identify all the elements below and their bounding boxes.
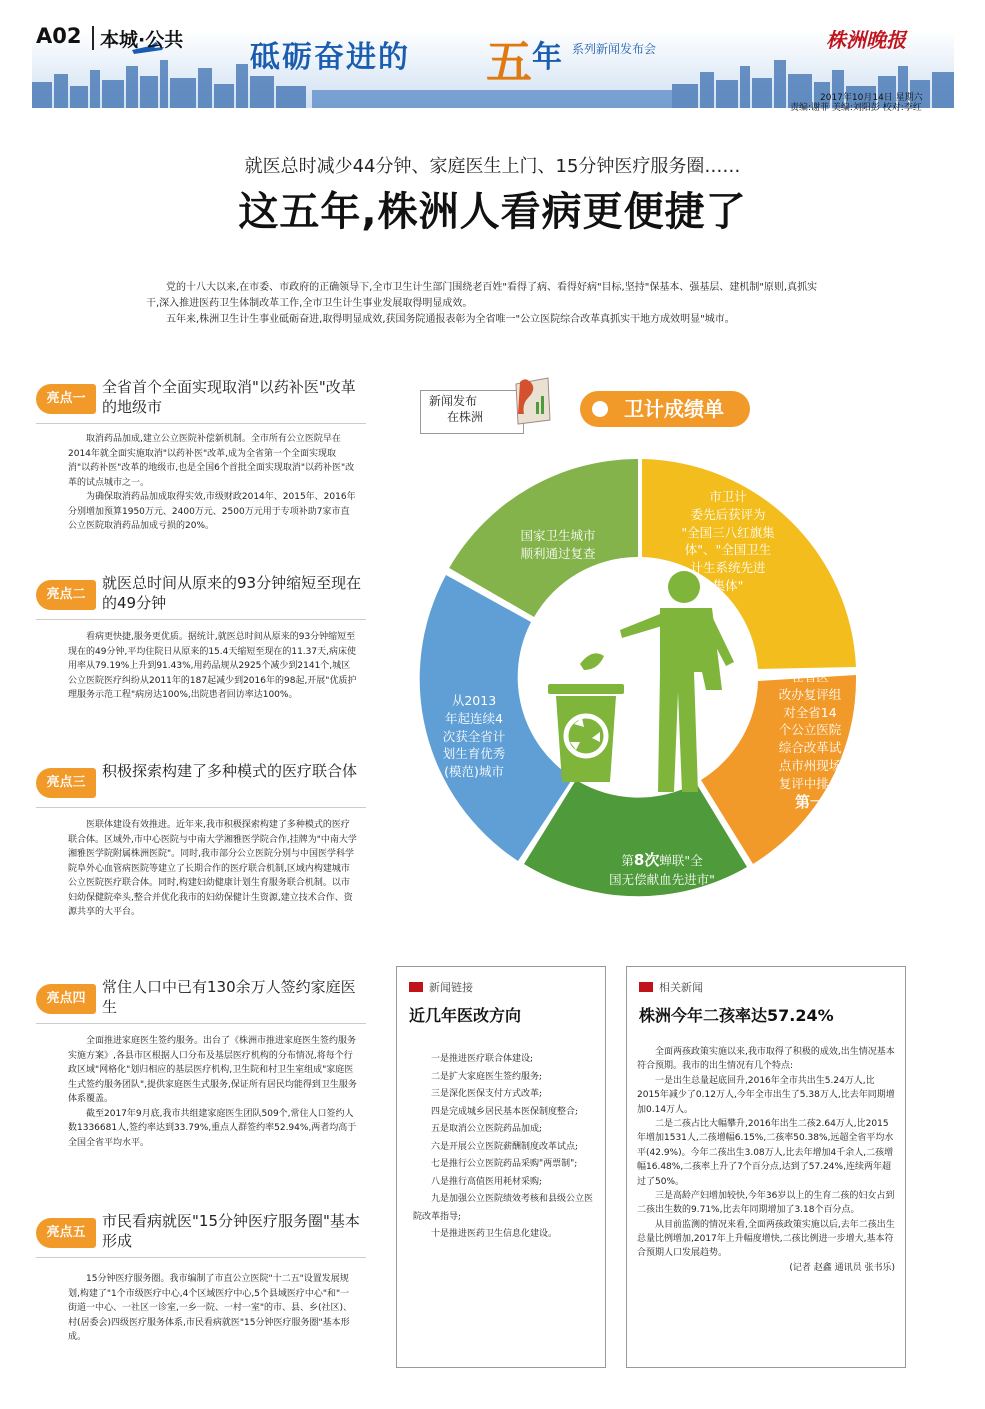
segment-1-text bbox=[488, 527, 628, 563]
highlight-2-body bbox=[68, 630, 358, 703]
body-paragraph: 三是高龄产妇增加较快,今年36岁以上的生育二孩的妇女占到二孩出生数的9.71%,比去年同期增加了3.18个百分点。 bbox=[637, 1190, 895, 1216]
report-document-icon bbox=[510, 374, 554, 426]
list-item: 七是推行公立医院药品采购"两票制"; bbox=[431, 1159, 578, 1170]
list-item: 三是深化医保支付方式改革; bbox=[431, 1089, 543, 1100]
body-paragraph: 医联体建设有效推进。近年来,我市积极探索构建了多种模式的医疗联合体。区域外,市中心医院与中南大学湘雅医学院合作,挂牌为"中南大学湘雅医学院附属株洲医院"。同时,我市部分公立医院分别与中国医学科学院阜外心血管病医院等建立了长期合作的医疗联合机制,区域内构建城市公立医院医疗联合体。同时,构建妇幼健康计划生育服务联合机制。以市妇幼保健院牵头,整合并优化我市的妇幼保健计生资源,建立技术合作、资源共享的大平台。 bbox=[68, 820, 357, 918]
related-news-box bbox=[626, 966, 906, 1368]
segment-text-line: 从2013 bbox=[451, 693, 497, 708]
segment-text-part: 蝉联"全 bbox=[659, 853, 703, 868]
achievements-infographic bbox=[398, 372, 978, 932]
segment-text-line: "全国三八红旗集 bbox=[681, 524, 775, 540]
header-separator bbox=[92, 26, 94, 50]
editor-credits: 责编:谢菲 美编:刘阳彭 校对:李红 bbox=[790, 103, 922, 113]
segment-text-line: 改办复评组 bbox=[778, 686, 842, 702]
recycle-bin-icon bbox=[548, 653, 624, 782]
highlight-1-header bbox=[36, 378, 366, 424]
list-item: 十是推进医药卫生信息化建设。 bbox=[431, 1229, 558, 1240]
body-paragraph: 全面两孩政策实施以来,我市取得了积极的成效,出生情况基本符合预期。我市的出生情况有几个特点: bbox=[637, 1047, 895, 1072]
divider bbox=[36, 807, 366, 808]
body-paragraph: 二是二孩占比大幅攀升,2016年出生二孩2.64万人,比2015年增加1531人,二孩增幅6.15%,二孩率50.38%,远超全省平均水平(42.9%)。今年二孩出生3.08万人,比去年增加4千余人,二孩增幅16.48%,二孩率上升了7个百分点,达到了57.24%,连续两年超过了50%。 bbox=[637, 1118, 894, 1187]
highlight-badge: 亮点一 bbox=[36, 384, 96, 414]
segment-4-text bbox=[572, 850, 752, 889]
highlight-4-body bbox=[68, 1034, 358, 1151]
highlight-5-header bbox=[36, 1212, 366, 1258]
list-item: 五是取消公立医院药品加成; bbox=[431, 1124, 543, 1135]
segment-text-line: 综合改革试 bbox=[778, 740, 842, 755]
highlight-3-header bbox=[36, 762, 366, 808]
scoreboard-title: 卫计成绩单 bbox=[580, 391, 750, 427]
segment-text-line: 国家卫生城市 bbox=[520, 528, 596, 543]
news-link-tag: 新闻链接 bbox=[409, 979, 473, 995]
segment-text-line: 第一 bbox=[794, 793, 825, 812]
reform-directions-list bbox=[413, 1051, 593, 1244]
highlight-1-body bbox=[68, 432, 358, 534]
segment-text-line: 集体" bbox=[712, 577, 744, 593]
banner-title-year: 年 bbox=[532, 40, 562, 75]
news-tag-line: 新闻发布 bbox=[429, 394, 478, 408]
article-intro bbox=[146, 280, 822, 328]
segment-text-line: 体"、"全国卫生 bbox=[684, 542, 772, 558]
highlight-badge: 亮点二 bbox=[36, 580, 96, 610]
highlight-2-header bbox=[36, 574, 366, 620]
divider bbox=[36, 1023, 366, 1024]
body-paragraph: 取消药品加成,建立公立医院补偿新机制。全市所有公立医院早在2014年就全面实施取消"以药补医"改革,成为全省第一个全面实现取消"以药补医"改革的地级市,也是全国6个首批全面实现取消"以药补医"改革的试点城市之一。 bbox=[68, 434, 355, 488]
highlight-3-body bbox=[68, 818, 358, 920]
intro-paragraph: 党的十八大以来,在市委、市政府的正确领导下,全市卫生计生部门围绕老百姓"看得了病、看得好病"目标,坚持"保基本、强基层、建机制"原则,真抓实干,深入推进医药卫生体制改革工作,全市卫生计生事业发展取得明显成效。 bbox=[146, 282, 818, 309]
news-tag-line: 在株洲 bbox=[447, 409, 484, 424]
segment-text-line: 市卫计 bbox=[709, 489, 747, 504]
ring-chart-graphic bbox=[398, 372, 978, 932]
highlight-5-body bbox=[68, 1272, 358, 1345]
body-paragraph: 截至2017年9月底,我市共组建家庭医生团队509个,常住人口签约人数1336681人,签约率达到33.79%,重点人群签约率52.94%,两者均高于全国全省平均水平。 bbox=[68, 1108, 357, 1149]
article-subheadline: 就医总时减少44分钟、家庭医生上门、15分钟医疗服务圈…… bbox=[244, 156, 741, 177]
title-bullet-icon bbox=[592, 401, 608, 417]
highlight-title: 常住人口中已有130余万人签约家庭医生 bbox=[102, 978, 356, 1016]
banner-five-character: 五 bbox=[486, 35, 532, 89]
segment-2-text bbox=[648, 488, 808, 595]
related-news-title: 株洲今年二孩率达57.24% bbox=[639, 1006, 834, 1025]
body-paragraph: 一是出生总量起底回升,2016年全市共出生5.24万人,比2015年减少了0.12万人,今年全市出生了5.38万人,比去年同期增加0.14万人。 bbox=[637, 1075, 895, 1115]
body-paragraph: 全面推进家庭医生签约服务。出台了《株洲市推进家庭医生签约服务实施方案》,各县市区根据人口分布及基层医疗机构的分布情况,将每个行政区域"网格化"划归相应的基层医疗机构,卫生院和村卫生室组成"家庭医生式签约服务团队",提供家庭医生式服务,保证所有居民均能得到卫生服务体系覆盖。 bbox=[68, 1036, 357, 1105]
list-item: 一是推进医疗联合体建设; bbox=[431, 1054, 534, 1064]
highlight-badge: 亮点四 bbox=[36, 984, 96, 1014]
highlight-badge: 亮点五 bbox=[36, 1218, 96, 1248]
segment-text-line: 顺利通过复查 bbox=[520, 545, 596, 561]
list-item: 六是开展公立医院薪酬制度改革试点; bbox=[431, 1141, 579, 1152]
news-release-tag bbox=[420, 390, 524, 434]
segment-text-line: 国无偿献血先进市" bbox=[609, 872, 715, 888]
segment-text-part: 第 bbox=[621, 853, 634, 868]
newspaper-logo: 株洲晚报 bbox=[826, 28, 906, 52]
highlight-badge: 亮点三 bbox=[36, 768, 96, 798]
list-item: 二是扩大家庭医生签约服务; bbox=[431, 1071, 543, 1082]
list-item: 四是完成城乡居民基本医保制度整合; bbox=[431, 1106, 579, 1117]
segment-text-line: 点市州现场 bbox=[778, 757, 842, 773]
divider bbox=[36, 619, 366, 620]
segment-text-line: (模范)城市 bbox=[444, 764, 504, 779]
segment-text-line: 计生系统先进 bbox=[690, 560, 766, 575]
segment-text-line: 次获全省计 bbox=[442, 728, 506, 744]
segment-text-line: 在省医 bbox=[791, 669, 829, 684]
byline: (记者 赵鑫 通讯员 张书乐) bbox=[789, 1262, 895, 1273]
news-link-title: 近几年医改方向 bbox=[409, 1006, 522, 1025]
list-item: 八是推行高值医用耗材采购; bbox=[431, 1176, 543, 1187]
highlight-title: 积极探索构建了多种模式的医疗联合体 bbox=[102, 762, 358, 780]
article-headline: 这五年,株洲人看病更便捷了 bbox=[238, 189, 747, 235]
issue-date: 2017年10月14日 星期六 bbox=[820, 93, 923, 103]
highlight-title: 就医总时间从原来的93分钟缩短至现在的49分钟 bbox=[102, 574, 362, 612]
segment-text-line: 个公立医院 bbox=[778, 722, 842, 738]
news-link-box bbox=[396, 966, 606, 1368]
body-paragraph: 15分钟医疗服务圈。我市编制了市直公立医院"十二五"设置发展规划,构建了"1个市级医疗中心,4个区域医疗中心,5个县域医疗中心"和"一街道一中心、一社区一诊室,一乡一院、一村一室"的市、县、乡(社区)、村(居委会)四级医疗服务体系,市民看病就医"15分钟医疗服务圈"基本形成。 bbox=[68, 1274, 353, 1343]
segment-3-text bbox=[740, 668, 880, 814]
body-paragraph: 从目前监测的情况来看,全面两孩政策实施以后,去年二孩出生总量比例增加,2017年上升幅度增快,二孩比例进一步增大,基本符合预期人口发展趋势。 bbox=[637, 1219, 895, 1259]
list-item: 九是加强公立医院绩效考核和县级公立医院改革指导; bbox=[413, 1194, 594, 1222]
segment-5-text bbox=[414, 692, 534, 781]
body-paragraph: 看病更快捷,服务更优质。据统计,就医总时间从原来的93分钟缩短至现在的49分钟,平均住院日从原来的15.4天缩短至现在的11.37天,病床使用率从79.19%上升到91.43%,用药品规从2925个减少到2141个,城区公立医院医疗纠纷从2011年的187起减少到2016年的98起,开展"优质护理服务示范工程"病房达100%,出院患者回访率达100%。 bbox=[68, 632, 357, 701]
segment-text-line: 年起连续4 bbox=[445, 710, 503, 726]
highlight-4-header bbox=[36, 978, 366, 1024]
body-paragraph: 为确保取消药品加成取得实效,市级财政2014年、2015年、2016年分别增加预算1950万元、2400万元、2500万元用于专项补助7家市直公立医院取消药品加成亏损的20%。 bbox=[68, 492, 356, 532]
segment-text-line: 复评中排名 bbox=[778, 775, 842, 791]
divider bbox=[36, 1257, 366, 1258]
related-news-tag: 相关新闻 bbox=[639, 979, 703, 995]
person-figure-icon bbox=[620, 571, 734, 792]
segment-text-line: 委先后获评为 bbox=[690, 506, 766, 522]
intro-paragraph: 五年来,株洲卫生计生事业砥砺奋进,取得明显成效,获国务院通报表彰为全省唯一"公立医院综合改革真抓实干地方成效明显"城市。 bbox=[166, 314, 735, 325]
related-news-body bbox=[637, 1045, 895, 1275]
banner-title: 砥砺奋进的 bbox=[250, 40, 410, 75]
segment-text-line: 划生育优秀 bbox=[442, 746, 506, 762]
divider bbox=[36, 423, 366, 424]
segment-text-line bbox=[572, 850, 752, 871]
highlight-title: 全省首个全面实现取消"以药补医"改革的地级市 bbox=[102, 378, 356, 416]
page-section-name: 本城·公共 bbox=[100, 29, 184, 51]
segment-text-line: 对全省14 bbox=[783, 704, 837, 720]
segment-text-highlight: 8次 bbox=[633, 851, 660, 869]
highlight-title: 市民看病就医"15分钟医疗服务圈"基本形成 bbox=[102, 1212, 360, 1250]
banner-subtitle: 系列新闻发布会 bbox=[572, 42, 657, 56]
page-number: A02 bbox=[36, 24, 82, 48]
